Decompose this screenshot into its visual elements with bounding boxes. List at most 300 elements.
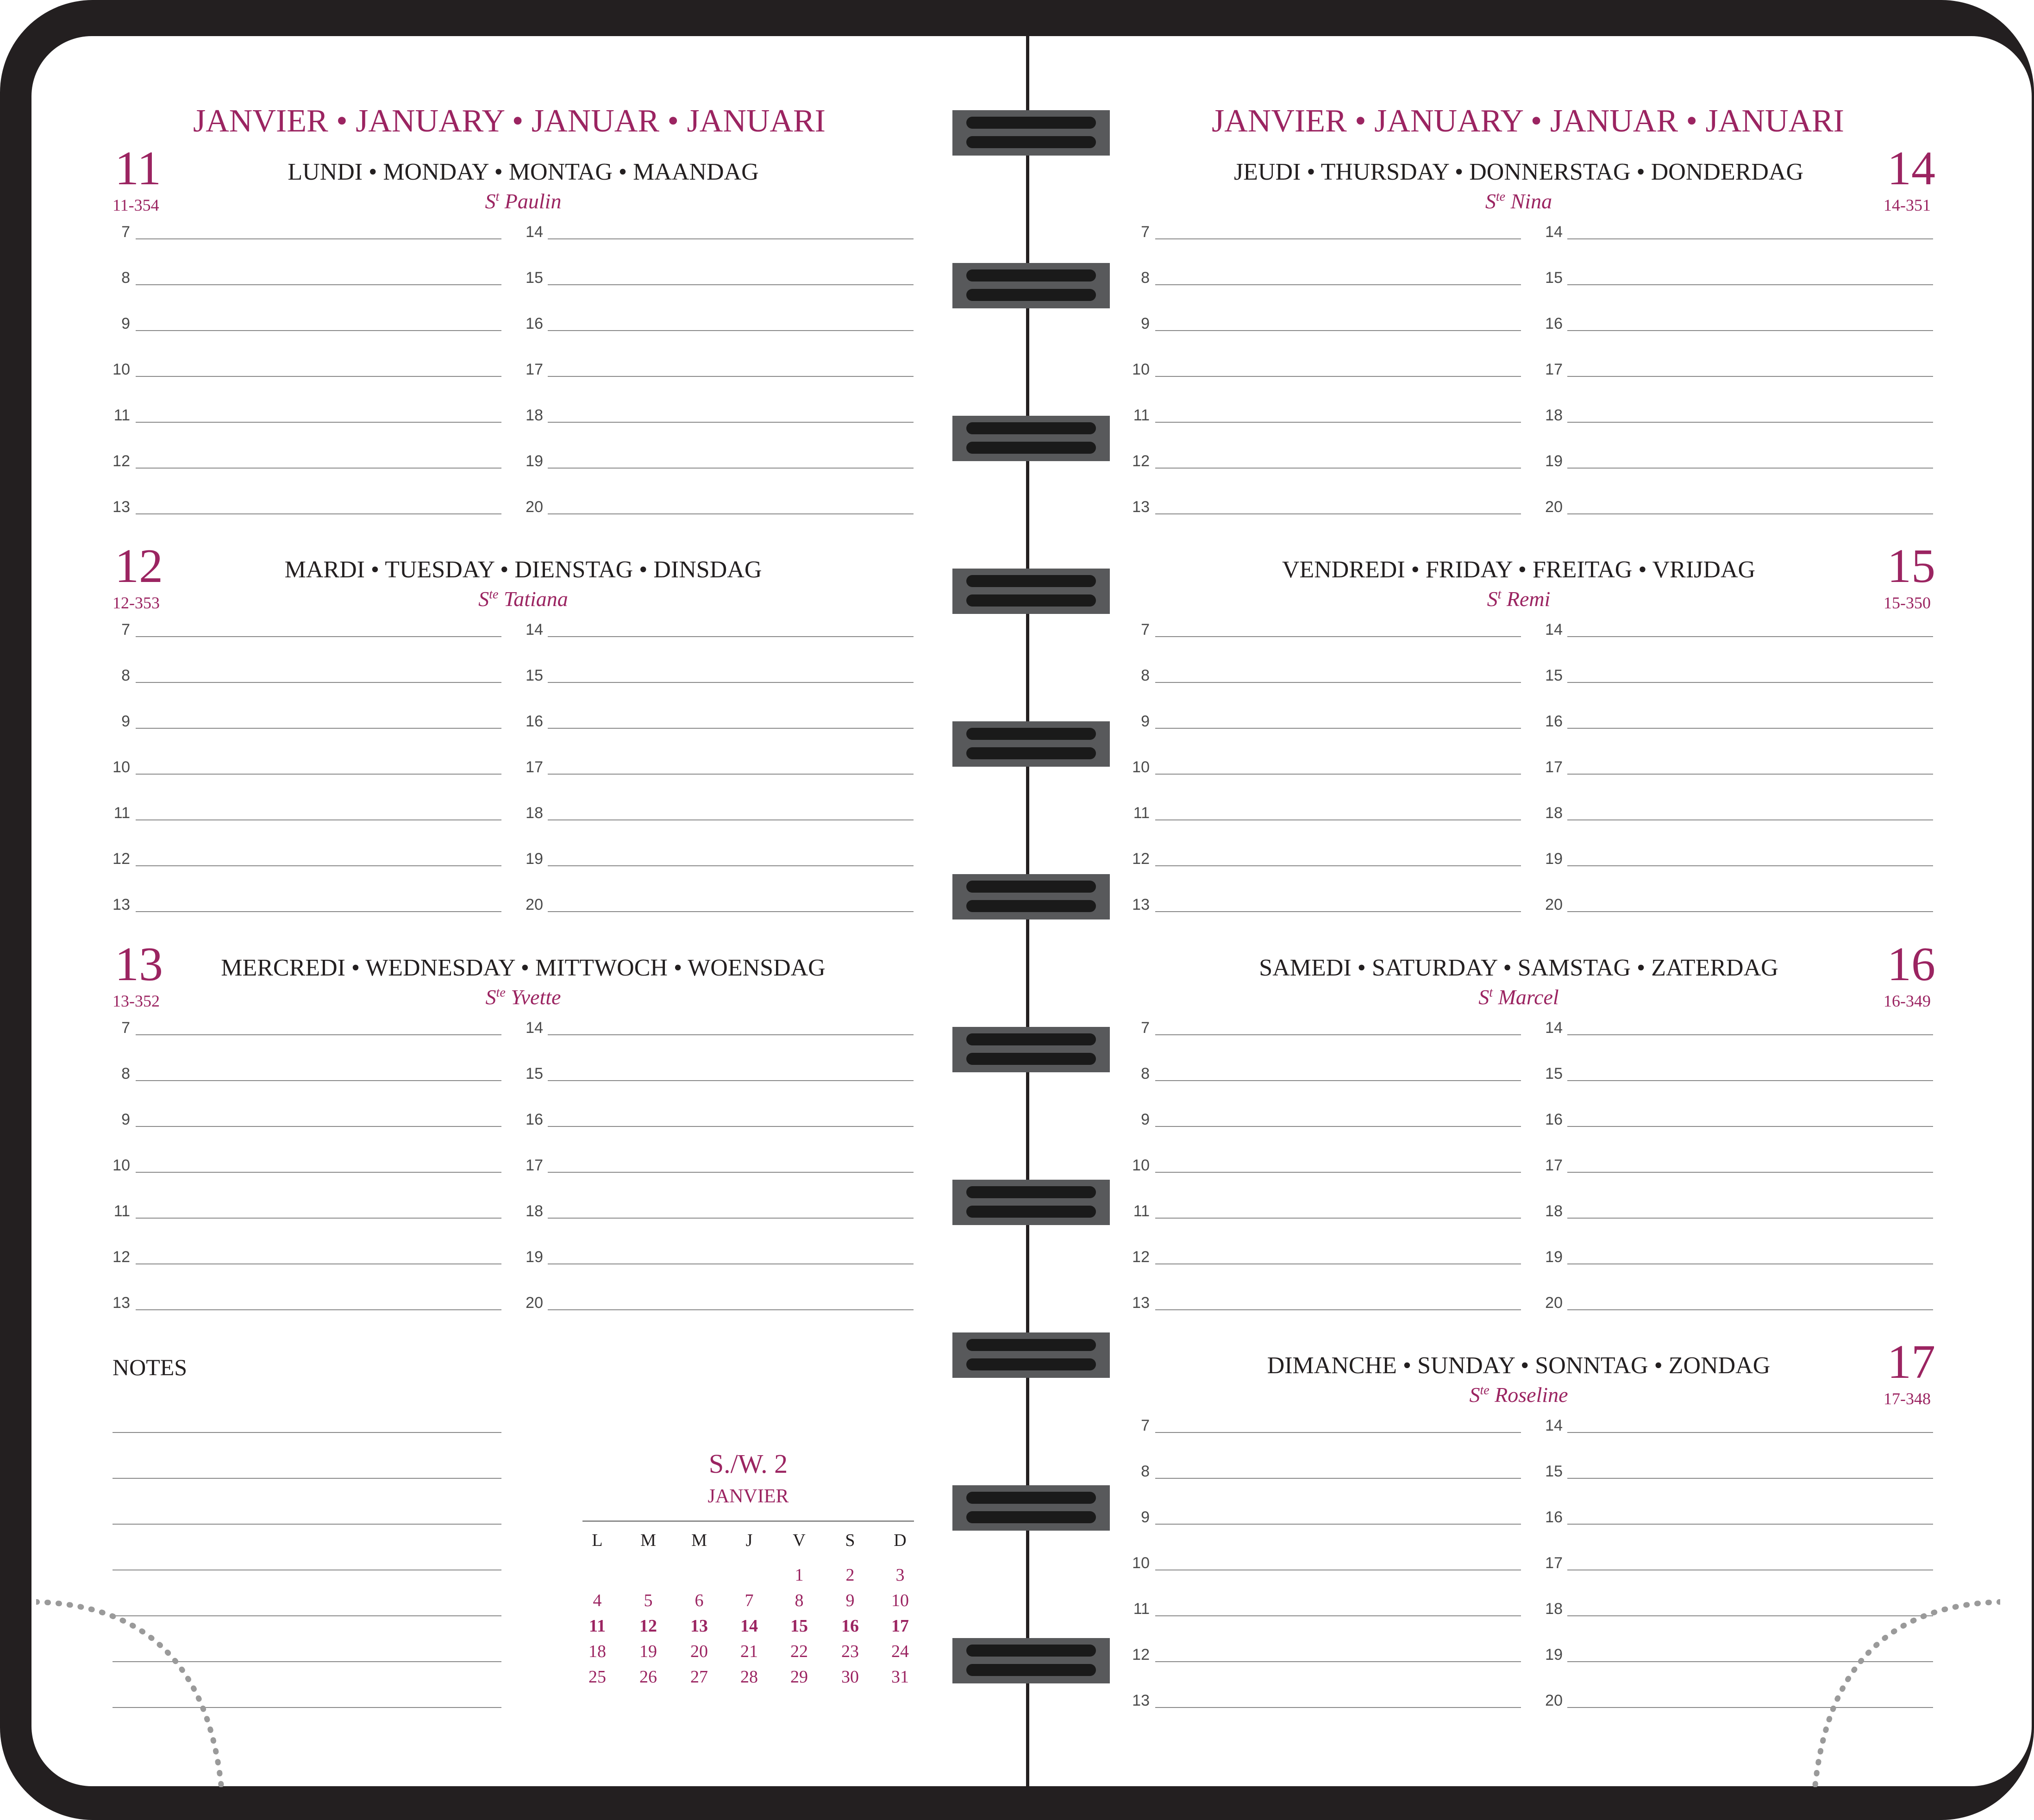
hour-label: 18	[1545, 407, 1563, 424]
hour-label: 17	[526, 361, 543, 378]
hour-label: 14	[1545, 223, 1563, 241]
hour-label: 10	[113, 1157, 130, 1174]
calendar-day: 19	[639, 1642, 657, 1661]
hour-line	[1155, 1034, 1521, 1035]
hour-label: 19	[526, 1248, 543, 1266]
hour-line	[1567, 1263, 1933, 1264]
calendar-day: 17	[891, 1616, 909, 1636]
calendar-day: 11	[589, 1616, 606, 1636]
hour-line	[1155, 682, 1521, 683]
hour-label: 19	[526, 850, 543, 868]
hour-label: 7	[121, 1019, 130, 1037]
notes-line	[113, 1432, 501, 1433]
hour-label: 8	[1141, 667, 1150, 684]
hour-line	[1155, 422, 1521, 423]
saint-prefix: S	[1469, 1383, 1480, 1407]
calendar-day: 15	[790, 1616, 808, 1636]
calendar-day: 31	[891, 1667, 909, 1687]
calendar-day: 13	[690, 1616, 708, 1636]
hour-line	[1567, 238, 1933, 239]
calendar-day: 5	[644, 1591, 653, 1610]
hour-line	[136, 468, 501, 469]
calendar-day: 1	[795, 1565, 804, 1585]
hour-line	[1155, 819, 1521, 820]
hour-label: 15	[526, 1065, 543, 1082]
weekday-header: M	[640, 1531, 656, 1550]
hour-label: 17	[1545, 1157, 1563, 1174]
ring-wire	[966, 1053, 1096, 1065]
hour-line	[1567, 1126, 1933, 1127]
day-number: 17	[1887, 1335, 1935, 1388]
hour-line	[1155, 911, 1521, 912]
binding-ring	[952, 874, 1110, 919]
hour-line	[1155, 636, 1521, 637]
hour-label: 20	[1545, 1294, 1563, 1312]
saint-superscript: te	[489, 587, 499, 602]
hour-line	[1155, 376, 1521, 377]
saint-of-day	[1241, 1382, 1796, 1407]
ring-wire	[966, 575, 1096, 587]
ring-wire	[966, 117, 1096, 129]
hour-label: 18	[526, 1202, 543, 1220]
hour-label: 13	[1132, 498, 1150, 516]
hour-line	[136, 513, 501, 514]
hour-label: 16	[526, 315, 543, 332]
page-corner-dots-left	[36, 1593, 231, 1787]
hour-label: 16	[1545, 1111, 1563, 1128]
day-name: DIMANCHE • SUNDAY • SONNTAG • ZONDAG	[1267, 1352, 1771, 1379]
saint-name: Tatiana	[498, 587, 568, 611]
hour-line	[1155, 1309, 1521, 1310]
hour-line	[136, 376, 501, 377]
calendar-day: 4	[593, 1591, 602, 1610]
hour-line	[1155, 330, 1521, 331]
hour-line	[1155, 513, 1521, 514]
hour-label: 9	[1141, 1508, 1150, 1526]
ring-wire	[966, 269, 1096, 281]
hour-line	[548, 1034, 914, 1035]
hour-line	[1567, 774, 1933, 775]
binding-ring	[952, 416, 1110, 461]
hour-label: 20	[1545, 896, 1563, 913]
day-number: 13	[115, 938, 163, 991]
right-month-header: JANVIER • JANUARY • JANUAR • JANUARI	[1212, 103, 1844, 139]
saint-of-day	[1241, 985, 1796, 1009]
saint-name: Marcel	[1493, 985, 1559, 1009]
hour-line	[1155, 284, 1521, 285]
hour-line	[1155, 1478, 1521, 1479]
hour-label: 10	[1132, 1157, 1150, 1174]
hour-line	[136, 636, 501, 637]
day-name: LUNDI • MONDAY • MONTAG • MAANDAG	[288, 159, 759, 185]
hour-line	[1155, 865, 1521, 866]
hour-line	[136, 330, 501, 331]
hour-line	[548, 513, 914, 514]
hour-label: 14	[1545, 1019, 1563, 1037]
calendar-day: 23	[841, 1642, 859, 1661]
hour-label: 16	[1545, 713, 1563, 730]
saint-superscript: t	[495, 189, 500, 204]
hour-line	[136, 284, 501, 285]
hour-line	[548, 284, 914, 285]
hour-label: 19	[1545, 850, 1563, 868]
hour-label: 13	[113, 498, 130, 516]
hour-line	[1567, 1524, 1933, 1525]
hour-line	[1155, 1218, 1521, 1219]
calendar-day: 27	[690, 1667, 708, 1687]
hour-label: 15	[526, 269, 543, 287]
weekday-header: J	[745, 1531, 753, 1550]
hour-label: 10	[113, 758, 130, 776]
saint-prefix: S	[1478, 985, 1490, 1009]
hour-label: 7	[121, 621, 130, 638]
notes-title: NOTES	[113, 1354, 188, 1380]
hour-label: 8	[1141, 269, 1150, 287]
day-number: 12	[115, 539, 163, 593]
day-name: MARDI • TUESDAY • DIENSTAG • DINSDAG	[284, 557, 762, 583]
ring-wire	[966, 1492, 1096, 1504]
hour-label: 17	[526, 1157, 543, 1174]
day-of-year: 17-348	[1884, 1389, 1931, 1408]
hour-label: 10	[113, 361, 130, 378]
hour-line	[1567, 1432, 1933, 1433]
calendar-day: 24	[891, 1642, 909, 1661]
hour-label: 12	[1132, 1646, 1150, 1664]
hour-line	[548, 911, 914, 912]
hour-line	[1155, 728, 1521, 729]
hour-line	[548, 468, 914, 469]
hour-line	[548, 1309, 914, 1310]
page-corner-dots-right	[1806, 1593, 2000, 1787]
ring-wire	[966, 136, 1096, 148]
hour-label: 9	[121, 1111, 130, 1128]
ring-wire	[966, 900, 1096, 912]
hour-line	[1155, 1172, 1521, 1173]
hour-label: 14	[1545, 621, 1563, 638]
hour-label: 16	[1545, 1508, 1563, 1526]
hour-label: 14	[526, 223, 543, 241]
saint-of-day	[1241, 587, 1796, 611]
hour-label: 15	[1545, 1065, 1563, 1082]
hour-label: 14	[526, 621, 543, 638]
hour-line	[548, 636, 914, 637]
calendar-day: 14	[740, 1616, 758, 1636]
hour-line	[1567, 330, 1933, 331]
hour-line	[548, 1080, 914, 1081]
binding-ring	[952, 721, 1110, 767]
weekday-header: S	[845, 1531, 855, 1550]
hour-label: 13	[1132, 1692, 1150, 1709]
binding-ring	[952, 1485, 1110, 1531]
hour-label: 20	[526, 1294, 543, 1312]
hour-label: 8	[121, 269, 130, 287]
saint-of-day	[245, 189, 801, 213]
ring-wire	[966, 1645, 1096, 1657]
calendar-day: 2	[845, 1565, 855, 1585]
saint-of-day	[245, 985, 801, 1009]
hour-label: 13	[113, 896, 130, 913]
ring-wire	[966, 594, 1096, 607]
left-month-header: JANVIER • JANUARY • JANUAR • JANUARI	[193, 103, 826, 139]
day-of-year: 14-351	[1884, 196, 1931, 214]
hour-line	[1567, 865, 1933, 866]
hour-label: 7	[1141, 223, 1150, 241]
weekday-header: V	[793, 1531, 806, 1550]
hour-line	[1567, 911, 1933, 912]
ring-wire	[966, 881, 1096, 893]
calendar-day: 10	[891, 1591, 909, 1610]
hour-label: 20	[1545, 498, 1563, 516]
hour-label: 16	[1545, 315, 1563, 332]
hour-label: 12	[113, 850, 130, 868]
hour-line	[1567, 1080, 1933, 1081]
calendar-day: 3	[895, 1565, 905, 1585]
hour-line	[548, 728, 914, 729]
hour-label: 7	[121, 223, 130, 241]
binding-ring	[952, 1332, 1110, 1378]
ring-wire	[966, 1033, 1096, 1045]
hour-label: 19	[1545, 1646, 1563, 1664]
binding-ring	[952, 1638, 1110, 1683]
hour-label: 13	[1132, 1294, 1150, 1312]
hour-label: 17	[526, 758, 543, 776]
hour-label: 15	[1545, 269, 1563, 287]
hour-label: 14	[526, 1019, 543, 1037]
hour-line	[1567, 1478, 1933, 1479]
hour-line	[548, 819, 914, 820]
day-of-year: 12-353	[113, 594, 160, 612]
hour-line	[1567, 819, 1933, 820]
weekday-header: L	[592, 1531, 603, 1550]
saint-name: Nina	[1505, 189, 1552, 213]
hour-line	[1567, 513, 1933, 514]
saint-prefix: S	[485, 985, 496, 1009]
hour-label: 11	[113, 407, 130, 424]
hour-line	[548, 774, 914, 775]
hour-label: 20	[526, 498, 543, 516]
day-number: 11	[115, 142, 162, 195]
hour-line	[1155, 774, 1521, 775]
calendar-day: 28	[740, 1667, 758, 1687]
mini-calendar-month: JANVIER	[707, 1486, 789, 1507]
hour-line	[548, 865, 914, 866]
hour-line	[548, 238, 914, 239]
hour-label: 16	[526, 713, 543, 730]
saint-superscript: te	[496, 985, 506, 1000]
calendar-day: 26	[639, 1667, 657, 1687]
hour-line	[548, 1126, 914, 1127]
weekday-header: D	[894, 1531, 907, 1550]
hour-line	[1155, 468, 1521, 469]
hour-label: 17	[1545, 361, 1563, 378]
ring-wire	[966, 747, 1096, 759]
hour-line	[1567, 682, 1933, 683]
ring-wire	[966, 442, 1096, 454]
hour-label: 9	[121, 713, 130, 730]
hour-line	[548, 1218, 914, 1219]
day-of-year: 13-352	[113, 992, 160, 1010]
saint-superscript: t	[1497, 587, 1502, 602]
hour-label: 12	[1132, 850, 1150, 868]
hour-line	[136, 911, 501, 912]
hour-line	[136, 774, 501, 775]
hour-label: 11	[1133, 1600, 1150, 1618]
saint-prefix: S	[485, 189, 496, 213]
hour-label: 11	[113, 1202, 130, 1220]
hour-line	[1155, 238, 1521, 239]
hour-line	[1567, 1309, 1933, 1310]
hour-label: 12	[113, 452, 130, 470]
ring-wire	[966, 1186, 1096, 1198]
calendar-day: 29	[790, 1667, 808, 1687]
hour-label: 19	[1545, 452, 1563, 470]
hour-label: 12	[1132, 452, 1150, 470]
day-number: 14	[1887, 142, 1935, 195]
hour-label: 11	[1133, 407, 1150, 424]
hour-line	[136, 728, 501, 729]
day-number: 16	[1887, 938, 1935, 991]
hour-label: 19	[526, 452, 543, 470]
hour-line	[1567, 468, 1933, 469]
weekday-header: M	[691, 1531, 707, 1550]
calendar-day: 30	[841, 1667, 859, 1687]
hour-line	[1567, 284, 1933, 285]
ring-wire	[966, 1206, 1096, 1218]
calendar-day: 12	[639, 1616, 657, 1636]
hour-line	[136, 1080, 501, 1081]
hour-line	[548, 376, 914, 377]
binding-ring	[952, 1180, 1110, 1225]
ring-wire	[966, 1339, 1096, 1351]
hour-label: 9	[1141, 315, 1150, 332]
hour-line	[136, 819, 501, 820]
hour-line	[548, 330, 914, 331]
hour-line	[1567, 376, 1933, 377]
hour-label: 18	[1545, 1600, 1563, 1618]
saint-superscript: t	[1489, 985, 1493, 1000]
saint-prefix: S	[1487, 587, 1498, 611]
hour-line	[136, 1126, 501, 1127]
hour-label: 18	[526, 407, 543, 424]
hour-label: 14	[1545, 1417, 1563, 1434]
day-of-year: 15-350	[1884, 594, 1931, 612]
calendar-day: 9	[845, 1591, 855, 1610]
hour-line	[136, 1172, 501, 1173]
ring-wire	[966, 728, 1096, 740]
binding-ring	[952, 1027, 1110, 1072]
hour-label: 18	[526, 804, 543, 822]
calendar-day: 6	[695, 1591, 704, 1610]
hour-label: 9	[121, 315, 130, 332]
hour-label: 8	[121, 667, 130, 684]
calendar-day: 25	[588, 1667, 606, 1687]
hour-line	[136, 682, 501, 683]
binding-ring	[952, 110, 1110, 156]
hour-line	[136, 422, 501, 423]
hour-label: 8	[1141, 1065, 1150, 1082]
saint-name: Roseline	[1489, 1383, 1568, 1407]
hour-label: 9	[1141, 713, 1150, 730]
hour-label: 18	[1545, 804, 1563, 822]
hour-line	[1567, 1218, 1933, 1219]
calendar-day: 7	[745, 1591, 754, 1610]
hour-label: 20	[526, 896, 543, 913]
day-name: VENDREDI • FRIDAY • FREITAG • VRIJDAG	[1282, 557, 1756, 583]
hour-line	[1155, 1263, 1521, 1264]
hour-line	[136, 1309, 501, 1310]
saint-superscript: te	[1480, 1383, 1490, 1398]
ring-wire	[966, 422, 1096, 434]
hour-line	[1155, 1126, 1521, 1127]
calendar-day: 20	[690, 1642, 708, 1661]
hour-label: 15	[1545, 667, 1563, 684]
hour-line	[548, 1172, 914, 1173]
hour-label: 9	[1141, 1111, 1150, 1128]
calendar-day: 22	[790, 1642, 808, 1661]
hour-label: 13	[113, 1294, 130, 1312]
day-number: 15	[1887, 539, 1935, 593]
binding-ring	[952, 569, 1110, 614]
hour-line	[1155, 1524, 1521, 1525]
hour-line	[1567, 728, 1933, 729]
hour-line	[1155, 1080, 1521, 1081]
hour-label: 10	[1132, 1554, 1150, 1572]
hour-label: 10	[1132, 758, 1150, 776]
hour-label: 7	[1141, 1417, 1150, 1434]
hour-line	[548, 422, 914, 423]
saint-name: Yvette	[505, 985, 561, 1009]
calendar-day: 16	[841, 1616, 859, 1636]
hour-line	[136, 1263, 501, 1264]
day-name: JEUDI • THURSDAY • DONNERSTAG • DONDERDAG	[1233, 159, 1804, 185]
notes-line	[113, 1478, 501, 1479]
hour-line	[136, 238, 501, 239]
saint-of-day	[1241, 189, 1796, 213]
hour-label: 7	[1141, 621, 1150, 638]
hour-label: 16	[526, 1111, 543, 1128]
notes-line	[113, 1524, 501, 1525]
binding-ring	[952, 263, 1110, 308]
hour-line	[136, 1034, 501, 1035]
hour-label: 17	[1545, 758, 1563, 776]
hour-line	[1567, 1034, 1933, 1035]
hour-line	[136, 1218, 501, 1219]
saint-prefix: S	[1485, 189, 1496, 213]
hour-line	[136, 865, 501, 866]
saint-prefix: S	[478, 587, 489, 611]
hour-label: 10	[1132, 361, 1150, 378]
hour-label: 8	[1141, 1463, 1150, 1480]
hour-label: 11	[1133, 804, 1150, 822]
hour-line	[548, 1263, 914, 1264]
day-name: MERCREDI • WEDNESDAY • MITTWOCH • WOENSDAG	[221, 955, 826, 981]
ring-wire	[966, 1358, 1096, 1370]
hour-line	[1155, 1615, 1521, 1616]
mini-calendar-rule	[582, 1520, 914, 1522]
calendar-day: 8	[795, 1591, 804, 1610]
hour-label: 15	[526, 667, 543, 684]
hour-line	[1155, 1432, 1521, 1433]
ring-wire	[966, 1511, 1096, 1523]
hour-label: 11	[1133, 1202, 1150, 1220]
hour-line	[1567, 636, 1933, 637]
hour-label: 12	[1132, 1248, 1150, 1266]
hour-line	[1155, 1707, 1521, 1708]
hour-line	[1155, 1661, 1521, 1662]
saint-name: Remi	[1501, 587, 1551, 611]
hour-label: 8	[121, 1065, 130, 1082]
day-of-year: 16-349	[1884, 992, 1931, 1010]
